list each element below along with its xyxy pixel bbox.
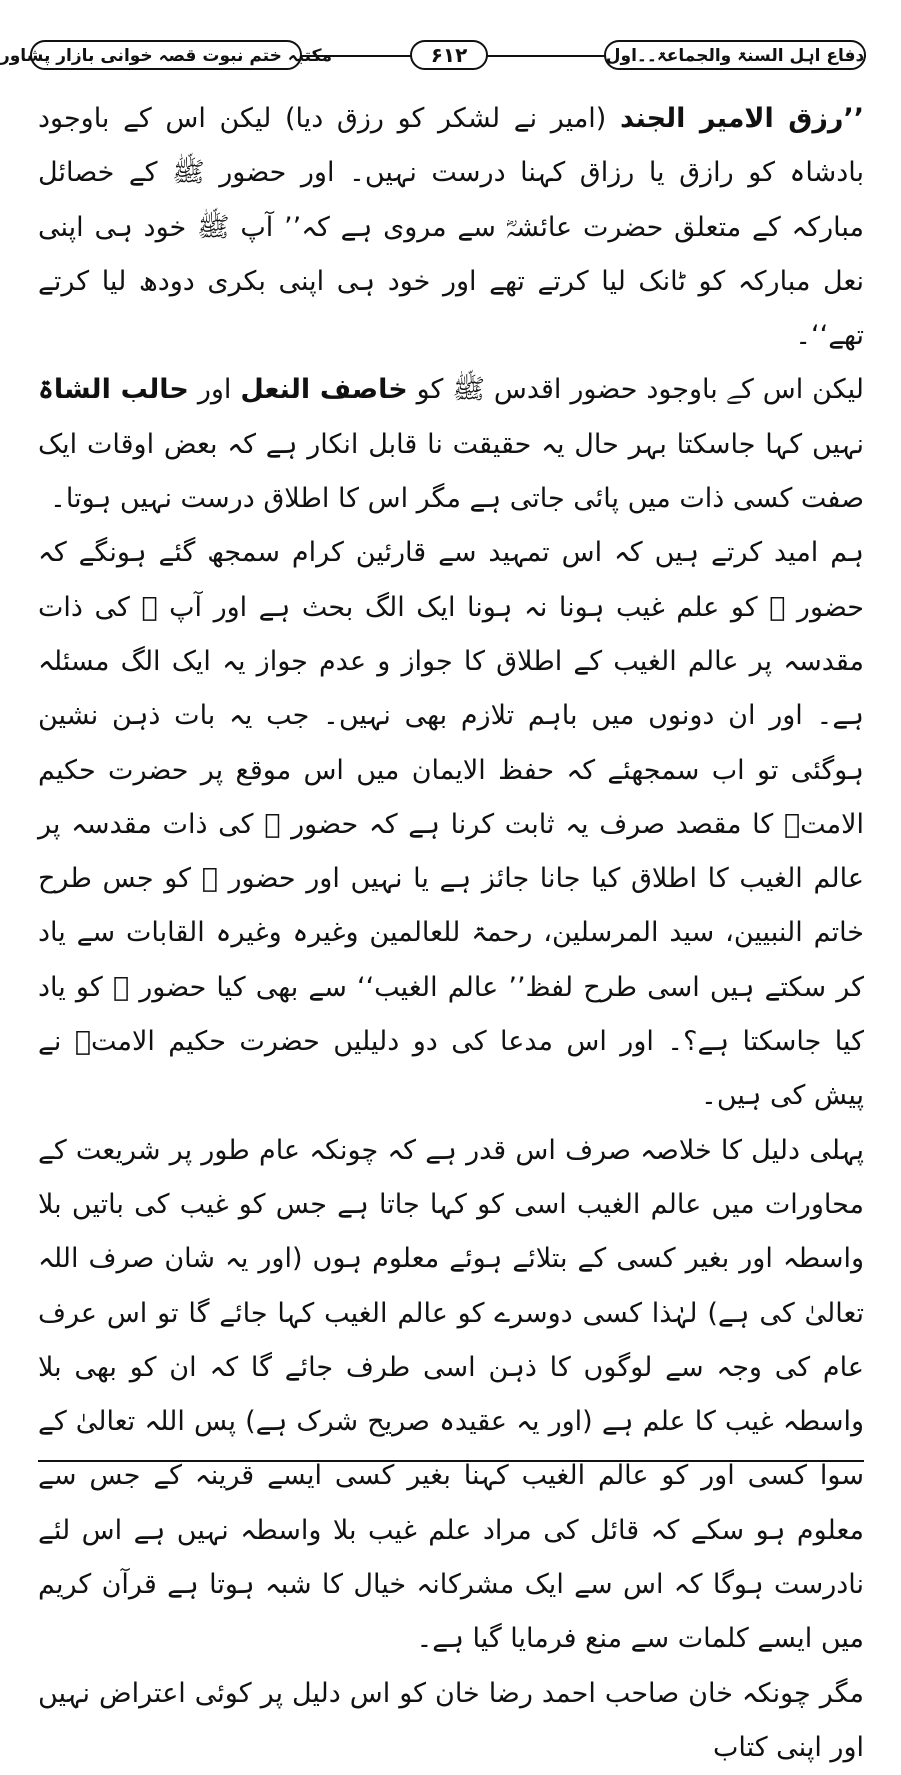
paragraph-4: پہلی دلیل کا خلاصہ صرف اس قدر ہے کہ چونکہ عام طور پر شریعت کے محاورات میں عالم الغیب اسی کو کہا جاتا ہے جس کو غیب کی باتیں بلا واسطہ اور بغیر کسی کے بتلائے ہوئے معلوم ہوں (اور یہ شان صرف اللہ تعالیٰ کی ہے) لہٰذا کسی دوسرے کو عالم الغیب کہا جائے گا تو اس عرف عام کی وجہ سے لوگوں کا ذہن اسی طرف جائے گا کہ ان کو بھی بلا واسطہ غیب کا علم ہے (اور یہ عقیدہ صریح شرک ہے) پس اللہ تعالیٰ کے سوا کسی اور کو عالم الغیب کہنا بغیر کسی ایسے قرینہ کے جس سے معلوم ہو سکے کہ قائل کی مراد علم غیب بلا واسطہ نہیں ہے اس لئے نادرست ہوگا کہ اس سے ایک مشرکانہ خیال کا شبہ ہوتا ہے قرآن کریم میں ایسے کلمات سے منع فرمایا گیا ہے۔: [38, 1134, 864, 1655]
paragraph-2: [38, 363, 864, 526]
paragraph-2-part-1: لیکن اس کے باوجود حضور اقدس ﷺ کو: [407, 374, 864, 406]
page-header: [0, 36, 866, 76]
arabic-term-halib: حالب الشاۃ: [38, 374, 189, 406]
paragraph-1-text: (امیر نے لشکر کو رزق دیا) لیکن اس کے باوجود بادشاہ کو رازق یا رزاق کہنا درست نہیں۔ اور حضور ﷺ کے خصائل مبارکہ کے متعلق حضرت عائشہؓ سے مروی ہے کہ’’ آپ ﷺ خود ہی اپنی نعل مبارکہ کو ٹانک لیا کرتے تھے اور خود ہی اپنی بکری دودھ لیا کرتے تھے‘‘۔: [38, 103, 864, 352]
paragraph-1: [38, 92, 864, 363]
page-number-box: [410, 36, 488, 74]
book-title-box: [604, 40, 866, 70]
book-title: دفاع اہل السنۃ والجماعۃ۔۔اول: [605, 45, 865, 66]
publisher-name: مکتبہ ختم نبوت قصہ خوانی بازار پشاور: [0, 45, 333, 66]
page-number: ۶۱۲: [430, 43, 468, 67]
arabic-phrase: ’’رزق الامیر الجند: [619, 103, 864, 134]
arabic-term-khasif: خاصف النعل: [240, 374, 408, 406]
paragraph-5: مگر چونکہ خان صاحب احمد رضا خان کو اس دلیل پر کوئی اعتراض نہیں اور اپنی کتاب: [38, 1677, 864, 1763]
page-body: [38, 92, 864, 1775]
footer-rule: [38, 1460, 864, 1462]
paragraph-3: ہم امید کرتے ہیں کہ اس تمہید سے قارئین کرام سمجھ گئے ہونگے کہ حضور ﷺ کو علم غیب ہونا نہ ہونا ایک الگ بحث ہے اور آپ ﷺ کی ذات مقدسہ پر عالم الغیب کے اطلاق کا جواز و عدم جواز یہ ایک الگ مسئلہ ہے۔ اور ان دونوں میں باہم تلازم بھی نہیں۔ جب یہ بات ذہن نشین ہوگئی تو اب سمجھئے کہ حفظ الایمان میں اس موقع پر حضرت حکیم الامتؒ کا مقصد صرف یہ ثابت کرنا ہے کہ حضور ﷺ کی ذات مقدسہ پر عالم الغیب کا اطلاق کیا جانا جائز ہے یا نہیں اور حضور ﷺ کو جس طرح خاتم النبیین، سید المرسلین، رحمۃ للعالمین وغیرہ وغیرہ القابات سے یاد کر سکتے ہیں اسی طرح لفظ’’ عالم الغیب‘‘ سے بھی کیا حضور ﷺ کو یاد کیا جاسکتا ہے؟۔ اور اس مدعا کی دو دلیلیں حضرت حکیم الامتؒ نے پیش کی ہیں۔: [38, 537, 864, 1112]
paragraph-2-part-3: نہیں کہا جاسکتا بہر حال یہ حقیقت نا قابل انکار ہے کہ بعض اوقات ایک صفت کسی ذات میں پائی جاتی ہے مگر اس کا اطلاق درست نہیں ہوتا۔: [38, 428, 864, 515]
publisher-box: [0, 40, 333, 70]
paragraph-2-part-2: اور: [188, 374, 241, 406]
